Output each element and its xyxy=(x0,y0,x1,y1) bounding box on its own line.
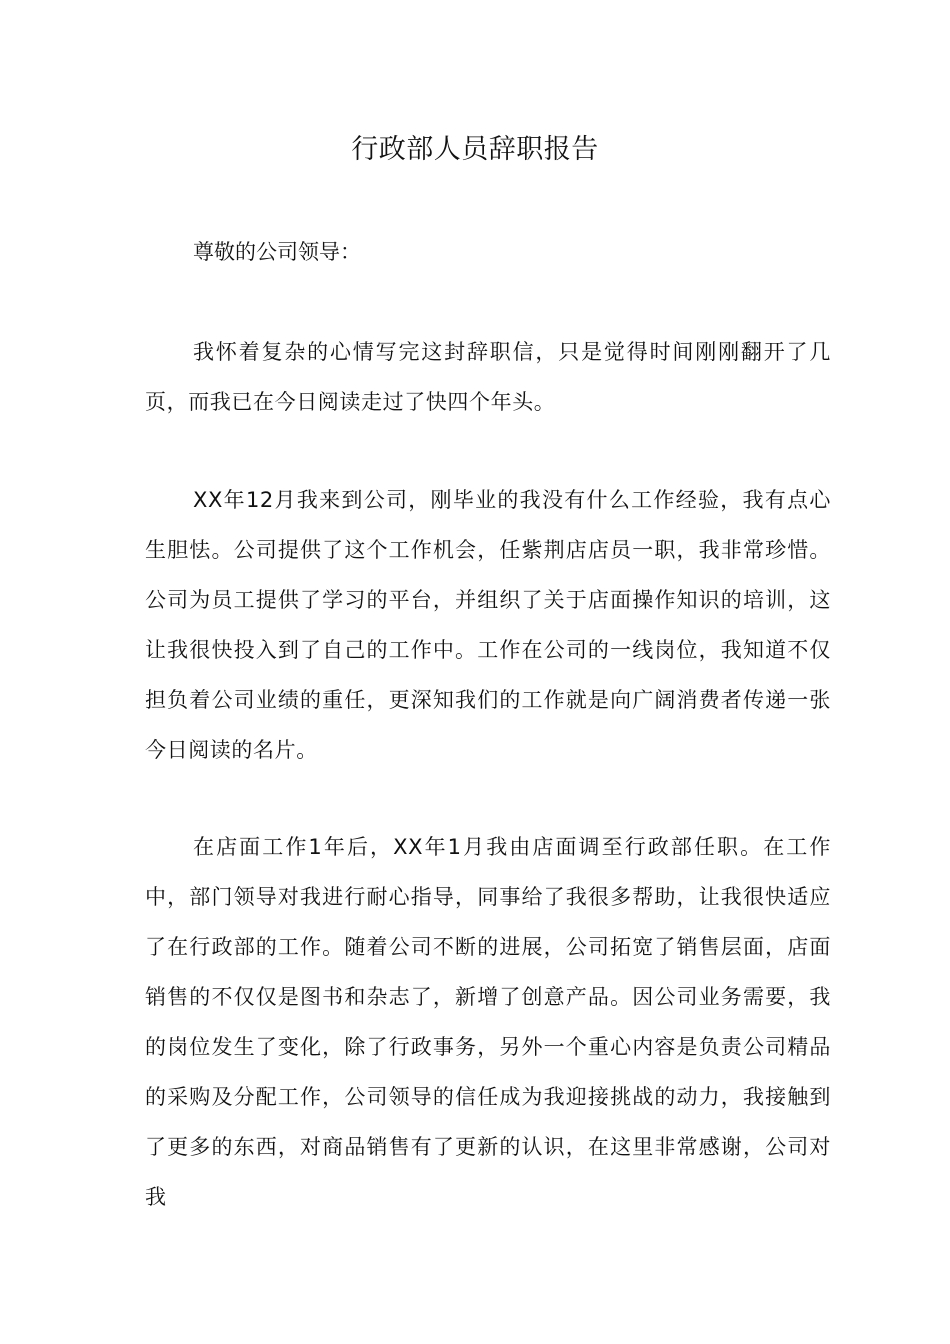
document-title: 行政部人员辞职报告 xyxy=(351,134,599,165)
paragraph: 在店面工作1年后，XX年1月我由店面调至行政部任职。在工作中，部门领导对我进行耐心指导，同事给了我很多帮助，让我很快适应了在行政部的工作。随着公司不断的进展，公司拓宽了销售层面，店面销售的不仅仅是图书和杂志了，新增了创意产品。因公司业务需要，我的岗位发生了变化，除了行政事务，另外一个重心内容是负责公司精品的采购及分配工作，公司领导的信任成为我迎接挑战的动力，我接触到了更多的东西，对商品销售有了更新的认识，在这里非常感谢，公司对我 xyxy=(145,835,831,1209)
salutation: 尊敬的公司领导： xyxy=(193,240,361,264)
paragraph: XX年12月我来到公司，刚毕业的我没有什么工作经验，我有点心生胆怯。公司提供了这个工作机会，任紫荆店店员一职，我非常珍惜。公司为员工提供了学习的平台，并组织了关于店面操作知识的培训，这让我很快投入到了自己的工作中。工作在公司的一线岗位，我知道不仅担负着公司业绩的重任，更深知我们的工作就是向广阔消费者传递一张今日阅读的名片。 xyxy=(145,488,831,762)
paragraph: 我怀着复杂的心情写完这封辞职信，只是觉得时间刚刚翻开了几页，而我已在今日阅读走过了快四个年头。 xyxy=(145,340,831,414)
